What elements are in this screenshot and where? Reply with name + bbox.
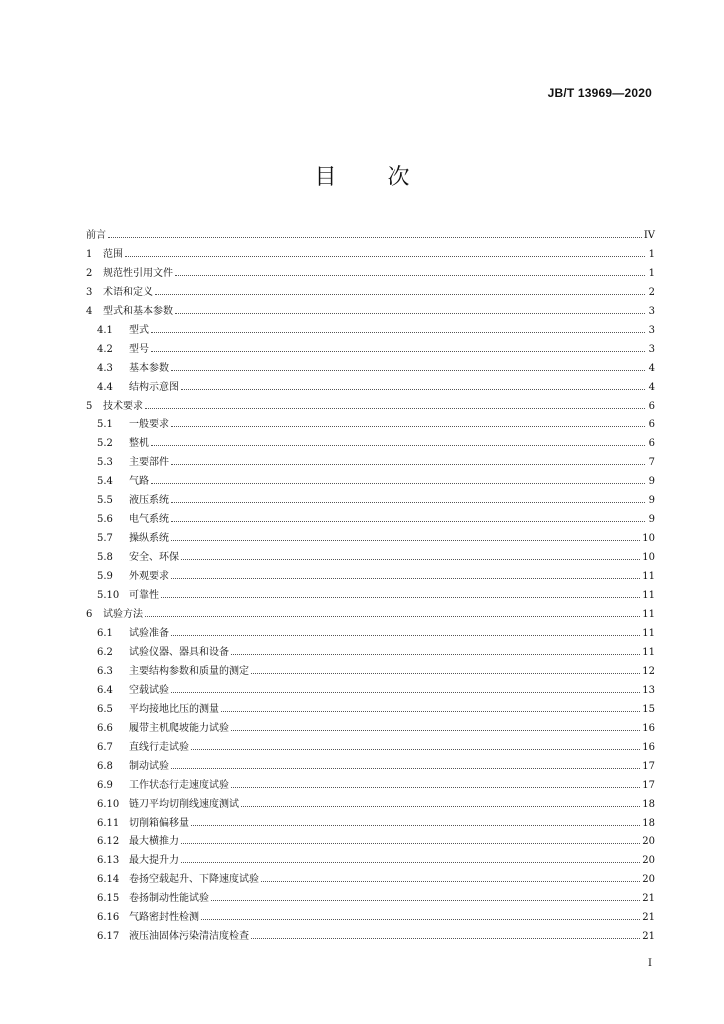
toc-leader-dots bbox=[151, 483, 645, 484]
toc-entry-page: 11 bbox=[642, 627, 655, 639]
toc-entry-page: 7 bbox=[648, 457, 655, 469]
toc-entry-page: 4 bbox=[648, 362, 655, 374]
toc-leader-dots bbox=[145, 616, 640, 617]
toc-entry-label: 整机 bbox=[129, 438, 149, 450]
toc-entry[interactable] bbox=[86, 772, 655, 791]
toc-leader-dots bbox=[151, 332, 645, 333]
toc-leader-dots bbox=[231, 730, 640, 731]
toc-leader-dots bbox=[251, 938, 640, 939]
toc-entry[interactable] bbox=[86, 241, 655, 260]
toc-entry-number: 4.3 bbox=[97, 362, 113, 374]
toc-entry-page: 15 bbox=[642, 703, 655, 715]
toc-entry[interactable] bbox=[86, 677, 655, 696]
toc-entry[interactable] bbox=[86, 449, 655, 468]
toc-entry-number: 6.12 bbox=[97, 836, 120, 848]
toc-entry-page: 6 bbox=[648, 419, 655, 431]
toc-leader-dots bbox=[201, 919, 640, 920]
toc-entry[interactable] bbox=[86, 563, 655, 582]
toc-entry-number: 5.10 bbox=[97, 590, 120, 602]
toc-entry-number: 6.11 bbox=[97, 817, 120, 829]
toc-entry[interactable] bbox=[86, 544, 655, 563]
toc-entry-page: 9 bbox=[648, 495, 655, 507]
toc-entry-page: 21 bbox=[642, 893, 655, 905]
toc-entry-label: 卷扬空载起升、下降速度试验 bbox=[129, 874, 259, 886]
toc-entry-label: 直线行走试验 bbox=[129, 741, 189, 753]
toc-entry-page: 11 bbox=[642, 590, 655, 602]
toc-entry-label: 型式和基本参数 bbox=[103, 305, 173, 317]
toc-entry-number: 4 bbox=[86, 305, 93, 317]
toc-entry-label: 主要部件 bbox=[129, 457, 169, 469]
toc-entry-number: 6.2 bbox=[97, 646, 113, 658]
toc-entry-label: 可靠性 bbox=[129, 590, 159, 602]
toc-entry-label: 结构示意图 bbox=[129, 381, 179, 393]
toc-entry-page: 16 bbox=[642, 741, 655, 753]
toc-entry-number: 1 bbox=[86, 248, 93, 260]
toc-leader-dots bbox=[171, 540, 640, 541]
toc-entry-label: 试验仪器、器具和设备 bbox=[129, 646, 229, 658]
toc-entry-label: 试验方法 bbox=[103, 609, 143, 621]
toc-entry-number: 6.13 bbox=[97, 855, 120, 867]
toc-entry-label: 基本参数 bbox=[129, 362, 169, 374]
toc-entry[interactable] bbox=[86, 715, 655, 734]
toc-entry-page: 11 bbox=[642, 571, 655, 583]
toc-entry-page: 21 bbox=[642, 931, 655, 943]
toc-entry-page: 9 bbox=[648, 476, 655, 488]
toc-leader-dots bbox=[175, 275, 645, 276]
toc-entry[interactable] bbox=[86, 923, 655, 942]
title-char-2: 次 bbox=[387, 165, 410, 190]
toc-entry-number: 6.5 bbox=[97, 703, 113, 715]
title-char-1: 目 bbox=[314, 165, 337, 190]
toc-entry[interactable] bbox=[86, 885, 655, 904]
toc-entry-page: 3 bbox=[648, 343, 655, 355]
toc-leader-dots bbox=[211, 900, 640, 901]
toc-leader-dots bbox=[175, 313, 645, 314]
toc-entry-number: 5.8 bbox=[97, 552, 113, 564]
toc-entry-label: 操纵系统 bbox=[129, 533, 169, 545]
toc-entry-page: 4 bbox=[648, 381, 655, 393]
toc-entry-number: 6.3 bbox=[97, 665, 113, 677]
toc-leader-dots bbox=[171, 464, 645, 465]
toc-leader-dots bbox=[231, 787, 640, 788]
toc-entry-label: 气路密封性检测 bbox=[129, 912, 199, 924]
toc-entry-page: 1 bbox=[648, 267, 655, 279]
toc-entry-number: 6.8 bbox=[97, 760, 113, 772]
toc-entry-label: 切削箱偏移量 bbox=[129, 817, 189, 829]
toc-entry-number: 4.2 bbox=[97, 343, 113, 355]
page-title bbox=[0, 160, 724, 191]
toc-entry-label: 空载试验 bbox=[129, 684, 169, 696]
toc-entry-number: 4.4 bbox=[97, 381, 113, 393]
toc-leader-dots bbox=[171, 692, 640, 693]
toc-entry-number: 5 bbox=[86, 400, 93, 412]
toc-entry-page: 17 bbox=[642, 779, 655, 791]
toc-entry-page: 1 bbox=[648, 248, 655, 260]
toc-entry[interactable] bbox=[86, 374, 655, 393]
toc-entry-number: 5.6 bbox=[97, 514, 113, 526]
toc-entry-page: 12 bbox=[642, 665, 655, 677]
toc-entry-number: 6.10 bbox=[97, 798, 120, 810]
toc-entry-label: 制动试验 bbox=[129, 760, 169, 772]
toc-leader-dots bbox=[181, 389, 645, 390]
toc-entry-number: 5.9 bbox=[97, 571, 113, 583]
toc-entry[interactable] bbox=[86, 222, 655, 241]
toc-entry[interactable] bbox=[86, 753, 655, 772]
toc-entry[interactable] bbox=[86, 904, 655, 923]
toc-leader-dots bbox=[241, 806, 640, 807]
standard-number: JB/T 13969—2020 bbox=[547, 86, 652, 100]
toc-entry-label: 最大横推力 bbox=[129, 836, 179, 848]
toc-entry-label: 试验准备 bbox=[129, 627, 169, 639]
toc-entry-page: 11 bbox=[642, 609, 655, 621]
toc-entry[interactable] bbox=[86, 336, 655, 355]
toc-entry-number: 5.3 bbox=[97, 457, 113, 469]
toc-leader-dots bbox=[231, 654, 640, 655]
toc-entry-page: IV bbox=[643, 229, 655, 241]
toc-entry-label: 气路 bbox=[129, 476, 149, 488]
toc-leader-dots bbox=[145, 408, 645, 409]
toc-entry-page: 13 bbox=[642, 684, 655, 696]
toc-entry-number: 5.7 bbox=[97, 533, 113, 545]
toc-entry-label: 履带主机爬坡能力试验 bbox=[129, 722, 229, 734]
toc-leader-dots bbox=[251, 673, 640, 674]
toc-entry-page: 6 bbox=[648, 438, 655, 450]
toc-entry[interactable] bbox=[86, 620, 655, 639]
toc-entry-number: 2 bbox=[86, 267, 93, 279]
toc-entry-label: 前言 bbox=[86, 229, 106, 241]
toc-entry[interactable] bbox=[86, 412, 655, 431]
toc-entry-label: 范围 bbox=[103, 248, 123, 260]
toc-entry[interactable] bbox=[86, 430, 655, 449]
toc-entry-label: 术语和定义 bbox=[103, 286, 153, 298]
toc-entry-label: 规范性引用文件 bbox=[103, 267, 173, 279]
toc-entry-page: 20 bbox=[642, 855, 655, 867]
toc-entry-label: 液压系统 bbox=[129, 495, 169, 507]
toc-entry-page: 16 bbox=[642, 722, 655, 734]
toc-entry-number: 5.5 bbox=[97, 495, 113, 507]
toc-entry-number: 3 bbox=[86, 286, 93, 298]
toc-entry-label: 链刀平均切削线速度测试 bbox=[129, 798, 239, 810]
toc-entry-page: 18 bbox=[642, 798, 655, 810]
toc-entry-page: 3 bbox=[648, 305, 655, 317]
toc-entry-number: 6.7 bbox=[97, 741, 113, 753]
toc-entry-page: 10 bbox=[642, 533, 655, 545]
toc-entry[interactable] bbox=[86, 298, 655, 317]
toc-leader-dots bbox=[171, 426, 645, 427]
toc-entry[interactable] bbox=[86, 734, 655, 753]
toc-entry[interactable] bbox=[86, 487, 655, 506]
toc-entry[interactable] bbox=[86, 696, 655, 715]
toc-entry[interactable] bbox=[86, 658, 655, 677]
toc-entry-page: 20 bbox=[642, 874, 655, 886]
toc-entry-number: 6.6 bbox=[97, 722, 113, 734]
toc-entry-number: 4.1 bbox=[97, 324, 113, 336]
toc-leader-dots bbox=[191, 749, 640, 750]
toc-leader-dots bbox=[171, 578, 640, 579]
toc-leader-dots bbox=[191, 825, 640, 826]
toc-entry-page: 2 bbox=[648, 286, 655, 298]
toc-entry-number: 6.17 bbox=[97, 931, 120, 943]
toc-entry[interactable] bbox=[86, 639, 655, 658]
toc-entry[interactable] bbox=[86, 468, 655, 487]
toc-entry[interactable] bbox=[86, 506, 655, 525]
toc-entry-label: 主要结构参数和质量的测定 bbox=[129, 665, 249, 677]
toc-entry[interactable] bbox=[86, 525, 655, 544]
toc-entry-label: 电气系统 bbox=[129, 514, 169, 526]
toc-entry-label: 安全、环保 bbox=[129, 552, 179, 564]
toc-entry-page: 21 bbox=[642, 912, 655, 924]
toc-entry-page: 10 bbox=[642, 552, 655, 564]
toc-entry[interactable] bbox=[86, 393, 655, 412]
toc-entry-label: 技术要求 bbox=[103, 400, 143, 412]
toc-leader-dots bbox=[108, 237, 642, 238]
toc-entry-page: 11 bbox=[642, 646, 655, 658]
toc-leader-dots bbox=[161, 597, 640, 598]
toc-entry[interactable] bbox=[86, 260, 655, 279]
toc-leader-dots bbox=[221, 711, 640, 712]
toc-leader-dots bbox=[125, 256, 645, 257]
toc-entry[interactable] bbox=[86, 810, 655, 829]
toc-entry[interactable] bbox=[86, 601, 655, 620]
toc-entry-number: 6.14 bbox=[97, 874, 120, 886]
toc-leader-dots bbox=[181, 843, 640, 844]
toc-leader-dots bbox=[171, 502, 645, 503]
toc-leader-dots bbox=[261, 881, 640, 882]
toc-entry[interactable] bbox=[86, 582, 655, 601]
toc-entry[interactable] bbox=[86, 866, 655, 885]
toc-entry-number: 6.1 bbox=[97, 627, 113, 639]
toc-entry-page: 3 bbox=[648, 324, 655, 336]
toc-entry-page: 20 bbox=[642, 836, 655, 848]
toc-entry-number: 6.15 bbox=[97, 893, 120, 905]
toc-entry[interactable] bbox=[86, 355, 655, 374]
toc-entry[interactable] bbox=[86, 317, 655, 336]
toc-entry-label: 平均接地比压的测量 bbox=[129, 703, 219, 715]
toc-leader-dots bbox=[171, 635, 640, 636]
toc-entry-number: 6.4 bbox=[97, 684, 113, 696]
toc-leader-dots bbox=[171, 521, 645, 522]
toc-entry-page: 9 bbox=[648, 514, 655, 526]
page-number: I bbox=[648, 958, 652, 969]
toc-entry-label: 型号 bbox=[129, 343, 149, 355]
toc-entry-label: 一般要求 bbox=[129, 419, 169, 431]
toc-entry-number: 6 bbox=[86, 609, 93, 621]
toc-entry-page: 6 bbox=[648, 400, 655, 412]
toc-entry-label: 外观要求 bbox=[129, 571, 169, 583]
toc-entry[interactable] bbox=[86, 847, 655, 866]
toc-entry-label: 型式 bbox=[129, 324, 149, 336]
toc-entry[interactable] bbox=[86, 829, 655, 848]
toc-entry-page: 18 bbox=[642, 817, 655, 829]
table-of-contents bbox=[86, 222, 655, 942]
toc-entry-label: 工作状态行走速度试验 bbox=[129, 779, 229, 791]
toc-leader-dots bbox=[155, 294, 645, 295]
toc-leader-dots bbox=[171, 370, 645, 371]
toc-leader-dots bbox=[181, 862, 640, 863]
toc-leader-dots bbox=[151, 445, 645, 446]
toc-entry-number: 5.1 bbox=[97, 419, 113, 431]
toc-leader-dots bbox=[171, 768, 640, 769]
toc-entry-number: 5.4 bbox=[97, 476, 113, 488]
toc-entry-label: 液压油固体污染清洁度检查 bbox=[129, 931, 249, 943]
toc-entry[interactable] bbox=[86, 791, 655, 810]
toc-entry-number: 6.16 bbox=[97, 912, 120, 924]
toc-entry-label: 卷扬制动性能试验 bbox=[129, 893, 209, 905]
toc-entry-number: 5.2 bbox=[97, 438, 113, 450]
toc-leader-dots bbox=[181, 559, 640, 560]
toc-leader-dots bbox=[151, 351, 645, 352]
toc-entry-number: 6.9 bbox=[97, 779, 113, 791]
toc-entry-page: 17 bbox=[642, 760, 655, 772]
toc-entry[interactable] bbox=[86, 279, 655, 298]
toc-entry-label: 最大提升力 bbox=[129, 855, 179, 867]
